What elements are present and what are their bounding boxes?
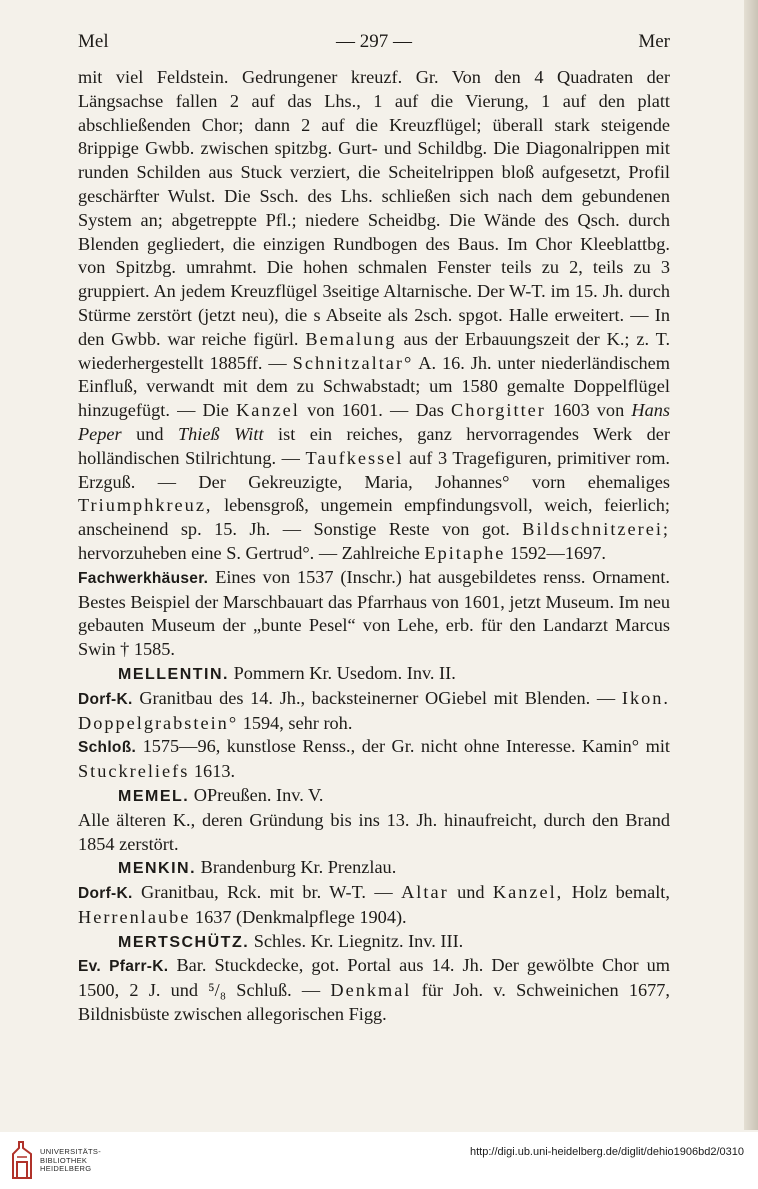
text-run: Bar. Stuckdecke, got. Portal aus 14. Jh. Der gewölbte Chor um 1500, 2 J. und ⁵/₈ Schluß. — (78, 955, 670, 1001)
text-run: hervorzuheben eine S. Gertrud°. — Zahlreiche (78, 542, 420, 563)
place-heading: MEMEL. (118, 787, 190, 805)
section-heading: Schloß. (78, 739, 137, 757)
place-heading: MELLENTIN. (118, 665, 229, 683)
paragraph-church-description (78, 66, 670, 566)
paragraph-ev-pfarr-k (78, 954, 670, 1026)
text-run: aus der Erbauungszeit der K.; z. T. wiederhergestellt 1885ff. — (78, 328, 671, 373)
page-body (78, 66, 670, 1027)
text-run: 1575—96, kunstlose Renss., der Gr. nicht ohne Interesse. Kamin° mit (142, 736, 670, 757)
text-run: mit viel Feldstein. Gedrungener kreuzf. Gr. Von den 4 Quadraten der Längsachse fallen 2 auf das Lhs., 1 auf die Vierung, 1 auf den platt abschließenden Chor; dann 2 auf die Kreuzflügel; überall stark steigende 8rippige Gwbb. zwischen spitzbg. Gurt- und Schildbg. Die Diagonalrippen mit runden Schilden aus Stuck verziert, die Scheitelrippen bloß aufgesetzt, Profil geschärfter Wulst. Die Ssch. des Lhs. schließen sich nach dem gebundenen System an; abgetreppte Pfl.; niedere Scheidbg. Die Wände des Qsch. durch Blenden gegliedert, die einzigen Rundbogen des Baus. Im Chor Kleeblattbg. von Spitzbg. umrahmt. Die hohen schmalen Fenster teils zu 2, teils zu 3 gruppiert. An jedem Kreuzflügel 3seitige Altarnische. Der W-T. im 15. Jh. durch Stürme zerstört (jetzt neu), die s Abseite als 2sch. spgot. Halle erweitert. — In den Gwbb. war reiche figürl. (78, 67, 670, 349)
text-run: 1613. (193, 761, 236, 782)
spaced-term: Altar (401, 882, 449, 903)
text-run: 1592—1697. (509, 542, 606, 563)
section-heading: Ev. Pfarr-K. (78, 958, 169, 976)
section-heading: Dorf-K. (78, 885, 133, 903)
spaced-term: Ikon. Doppelgrabstein° (78, 687, 670, 733)
paragraph-fachwerkhaeuser (78, 566, 670, 662)
paragraph-schloss (78, 735, 670, 784)
text-run: und (457, 882, 485, 903)
text-run: 1594, sehr roh. (242, 712, 353, 733)
heidelberg-library-logo-icon (10, 1138, 34, 1180)
artist-name: Thieß Witt (177, 423, 264, 444)
spaced-term: Triumphkreuz, (78, 495, 213, 516)
permalink-url[interactable]: http://digi.ub.uni-heidelberg.de/diglit/dehio1906bd2/0310 (470, 1146, 744, 1158)
spaced-term: Kanzel, (492, 882, 564, 903)
text-run: ist ein reiches, ganz hervorragendes Werk der holländischen Stilrichtung. — (78, 423, 670, 468)
spaced-term: Stuckreliefs (78, 761, 190, 782)
text-run: Pommern Kr. Usedom. Inv. II. (233, 662, 456, 683)
text-run: Schles. Kr. Liegnitz. Inv. III. (253, 930, 464, 951)
text-run: für Joh. v. Schweinichen 1677, Bildnisbüste zwischen allegorischen Figg. (78, 980, 670, 1025)
spaced-term: Kanzel (236, 400, 300, 421)
artist-name: Hans Peper (78, 400, 671, 444)
text-run: 1603 von (553, 400, 625, 421)
paragraph-dorf-k-mellentin (78, 687, 670, 736)
text-run: Granitbau, Rck. mit br. W-T. — (141, 882, 393, 903)
section-heading: Dorf-K. (78, 690, 133, 708)
text-run: Eines von 1537 (Inschr.) hat ausgebildetes renss. Ornament. Bestes Beispiel der Marschbauart das Pfarrhaus von 1601, jetzt Museum. Im neu gebauten Museum der „bunte Pesel“ von Lehe, erb. für den Landarzt Marcus Swin † 1585. (78, 566, 670, 660)
place-heading: MERTSCHÜTZ. (118, 933, 250, 951)
text-run: und (136, 423, 164, 444)
library-name-line: HEIDELBERG (40, 1164, 92, 1173)
spaced-term: Taufkessel (305, 447, 404, 468)
page-edge-shadow (744, 0, 758, 1130)
text-run: Brandenburg Kr. Prenzlau. (200, 857, 397, 878)
entry-mellentin (78, 662, 670, 687)
text-run: Granitbau des 14. Jh., backsteinerner OGiebel mit Blenden. — (139, 687, 616, 708)
spaced-term: Epitaphe (424, 542, 506, 563)
section-heading: Fachwerkhäuser. (78, 569, 209, 587)
text-run: 1637 (Denkmalpflege 1904). (194, 906, 407, 927)
spaced-term: Denkmal (330, 980, 412, 1001)
library-footer (0, 1132, 758, 1189)
spaced-term: Chorgitter (451, 400, 546, 421)
place-heading: MENKIN. (118, 860, 197, 878)
spaced-term: Herrenlaube (78, 906, 191, 927)
text-run: Holz bemalt, (571, 882, 670, 903)
entry-menkin (78, 856, 670, 881)
text-run: lebensgroß, ungemein empfindungsvoll, weich, feierlich; anscheinend sp. 15. Jh. — Sonstige Reste von got. (78, 495, 670, 540)
page-number: — 297 — (336, 31, 412, 52)
library-name-line: UNIVERSITÄTS- (40, 1147, 101, 1156)
text-run: von 1601. — Das (307, 400, 444, 421)
entry-mertschuetz (78, 930, 670, 955)
running-head (78, 30, 670, 54)
running-head-right: Mer (638, 31, 670, 52)
running-head-left: Mel (78, 31, 109, 52)
spaced-term: Bildschnitzerei; (522, 519, 670, 540)
entry-memel (78, 784, 670, 809)
spaced-term: Schnitzaltar° (292, 352, 414, 373)
text-run: auf 3 Tragefiguren, primitiver rom. Erzguß. — Der Gekreuzigte, Maria, Johannes° vorn ehemaliges (78, 447, 670, 492)
paragraph-memel (78, 809, 670, 857)
paragraph-dorf-k-menkin (78, 881, 670, 930)
library-name (40, 1148, 101, 1174)
text-run: OPreußen. Inv. V. (193, 784, 324, 805)
text-run: Alle älteren K., deren Gründung bis ins 13. Jh. hinaufreicht, durch den Brand 1854 zerstört. (78, 809, 670, 854)
library-name-line: BIBLIOTHEK (40, 1155, 88, 1165)
spaced-term: Bemalung (305, 328, 397, 349)
text-run: A. 16. Jh. unter niederländischem Einfluß, verwandt mit dem zu Schwabstadt; um 1580 gemalte Doppelflügel hinzugefügt. — Die (78, 352, 670, 421)
